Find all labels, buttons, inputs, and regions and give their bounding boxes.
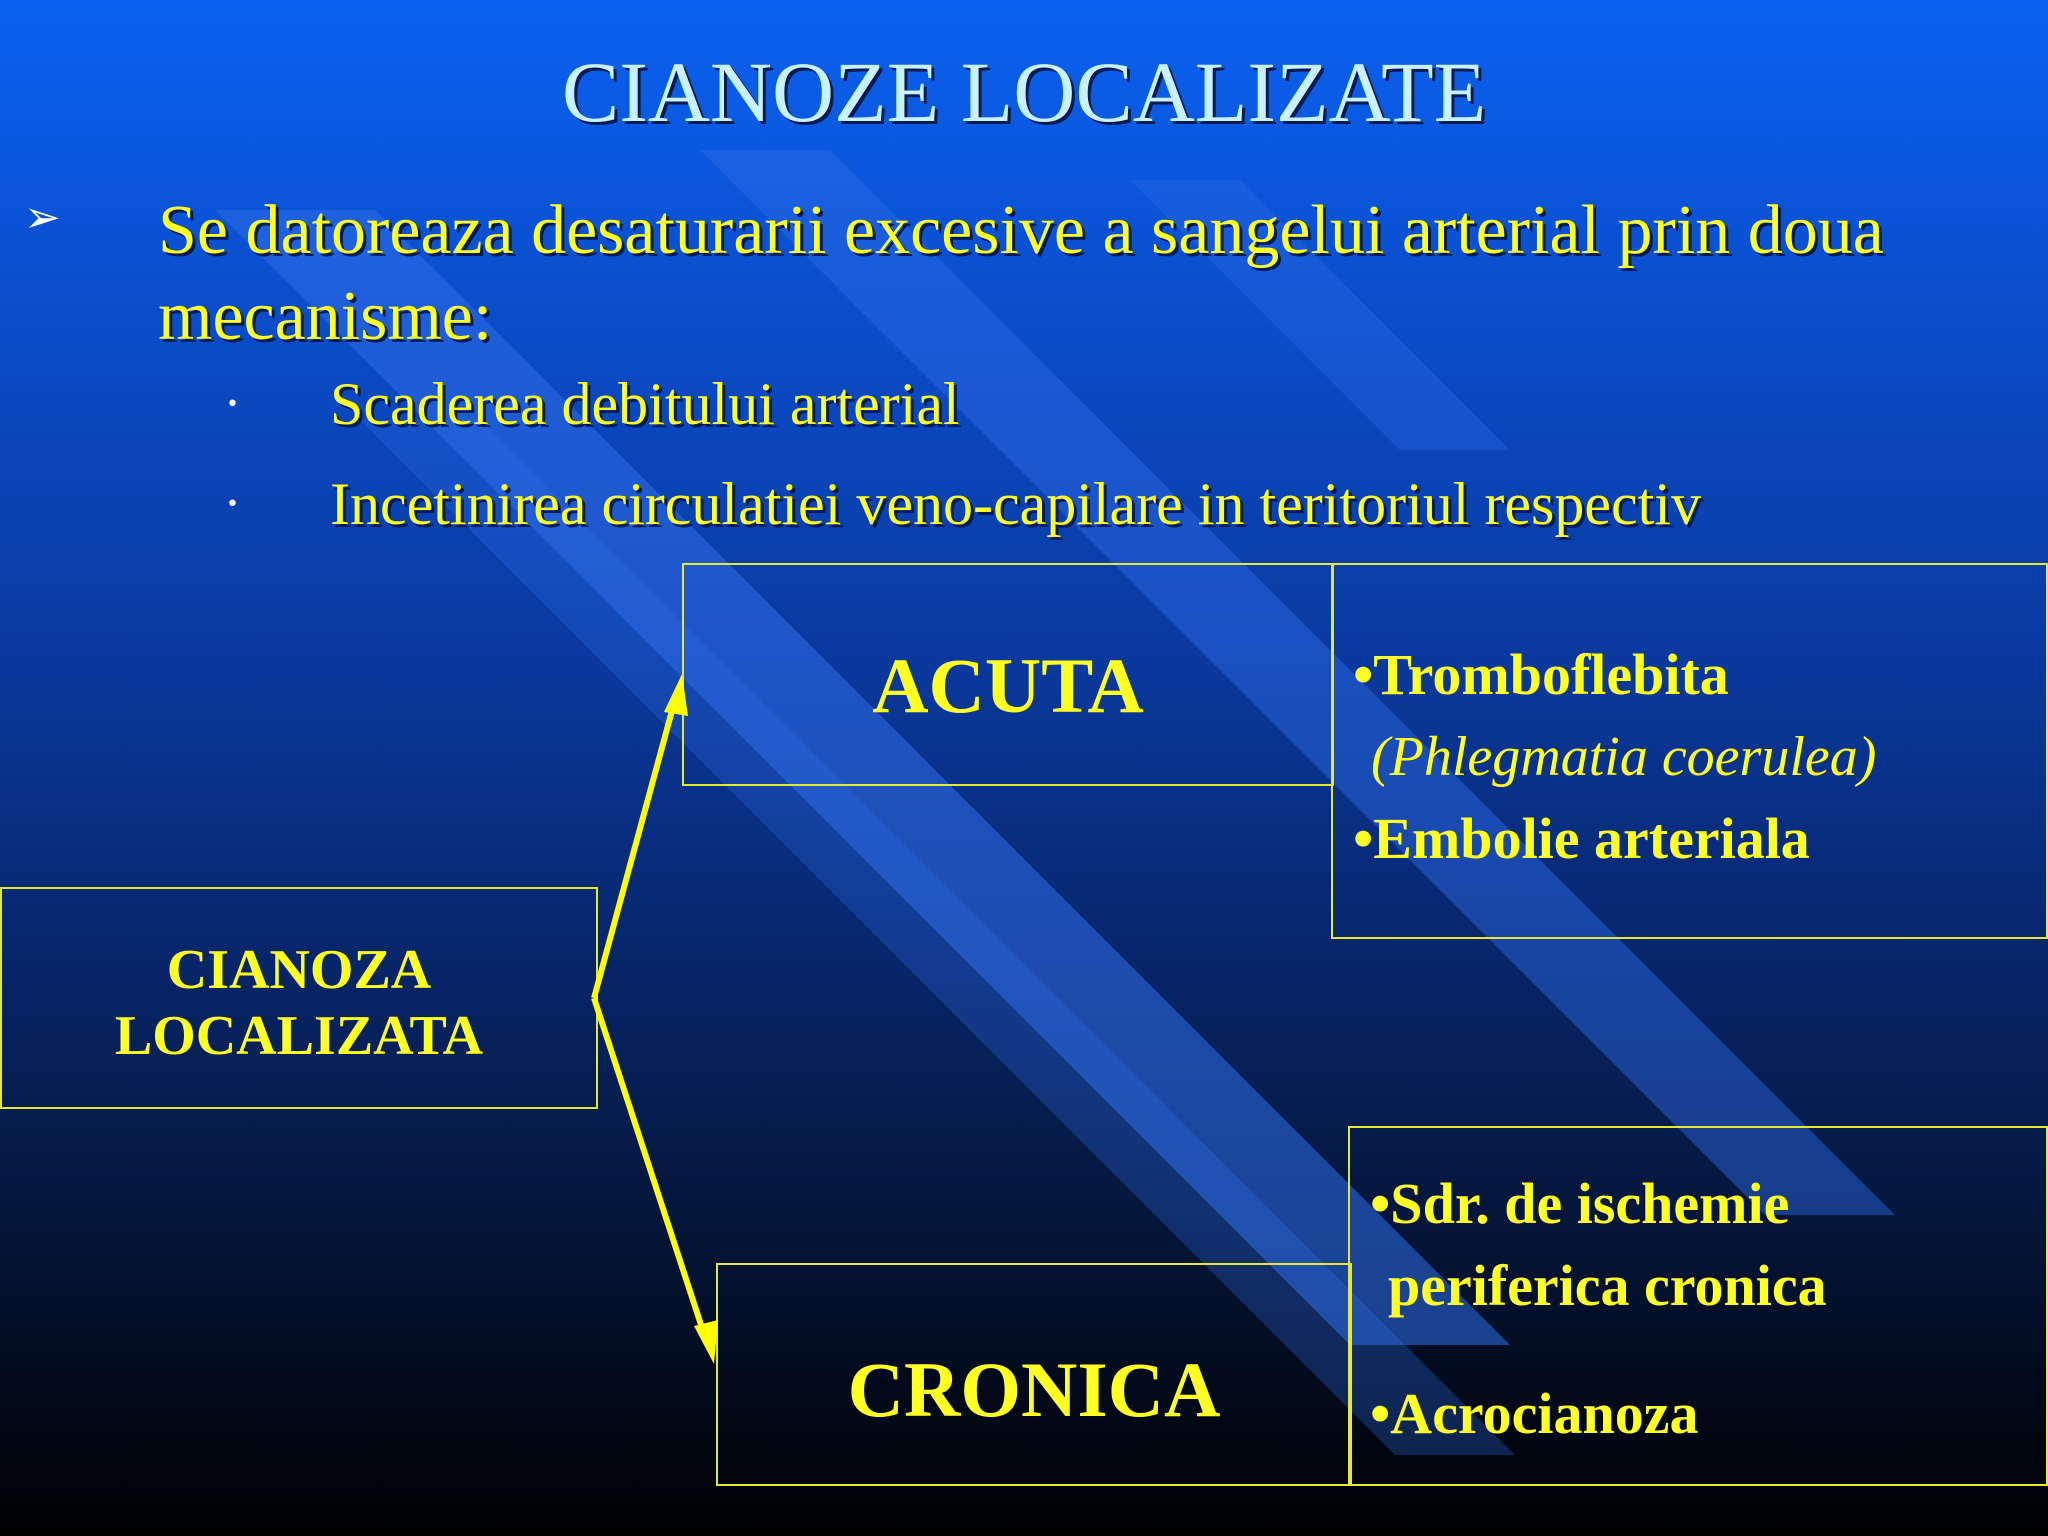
chronic-item-periferica: periferica cronica	[1388, 1253, 1827, 1318]
sub-bullet-2: Incetinirea circulatiei veno-capilare in teritoriul respectiv	[330, 471, 1701, 537]
sub-bullet-dot-icon: •	[226, 492, 239, 517]
root-label-line2: LOCALIZATA	[114, 1005, 484, 1067]
acute-label: ACUTA	[872, 642, 1144, 729]
chronic-item-acrocianoza: •Acrocianoza	[1370, 1381, 1699, 1446]
acute-item-phlegmatia: (Phlegmatia coerulea)	[1371, 726, 1877, 788]
acute-item-embolie: •Embolie arteriala	[1353, 806, 1810, 871]
sub-bullet-1: Scaderea debitului arterial	[330, 371, 960, 437]
arrow-to-acute	[594, 696, 676, 998]
chronic-label: CRONICA	[847, 1346, 1221, 1433]
arrow-bullet-icon: ➢	[24, 192, 61, 243]
arrowhead-chronic-icon	[694, 1320, 718, 1364]
root-label-line1: CIANOZA	[166, 939, 432, 1001]
arrowhead-acute-icon	[664, 674, 688, 716]
acute-item-tromboflebita: •Tromboflebita	[1353, 642, 1729, 707]
chronic-item-sdr: •Sdr. de ischemie	[1370, 1171, 1790, 1236]
arrow-to-chronic	[594, 998, 706, 1340]
main-bullet-text: Se datoreaza desaturarii excesive a sangelui arterial prin doua mecanisme:	[158, 192, 1884, 355]
slide-title: CIANOZE LOCALIZATE	[561, 44, 1487, 140]
sub-bullet-dot-icon: •	[226, 392, 239, 417]
